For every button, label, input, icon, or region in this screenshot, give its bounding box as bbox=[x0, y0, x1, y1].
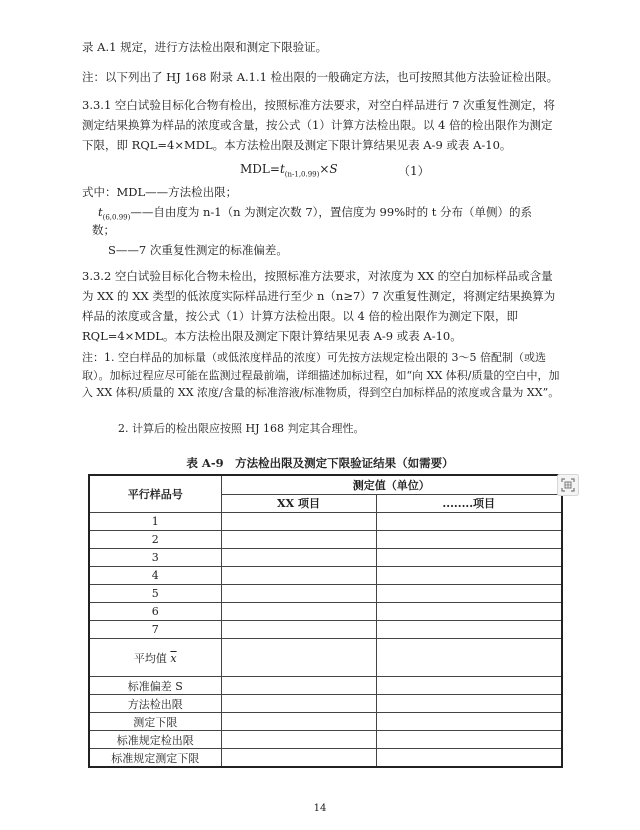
formula-mdl bbox=[240, 162, 338, 178]
table-cell bbox=[221, 677, 376, 695]
formula-lhs: MDL= bbox=[240, 162, 280, 176]
table-cell bbox=[376, 713, 562, 731]
sub-header-other: ........项目 bbox=[376, 494, 562, 513]
stat-label: 方法检出限 bbox=[89, 695, 221, 713]
row-label: 2 bbox=[89, 531, 221, 549]
stat-label: 标准规定测定下限 bbox=[89, 749, 221, 768]
table-cell bbox=[221, 639, 376, 677]
table-row bbox=[89, 531, 562, 549]
table-cell bbox=[376, 621, 562, 639]
table-cell bbox=[376, 567, 562, 585]
table-row bbox=[89, 603, 562, 621]
mean-label-cell bbox=[89, 639, 221, 677]
table-row bbox=[89, 677, 562, 695]
formula-number: （1） bbox=[398, 164, 430, 178]
table-cell bbox=[221, 749, 376, 768]
row-label: 3 bbox=[89, 549, 221, 567]
paragraph-3-3-2: 3.3.2 空白试验目标化合物未检出，按照标准方法要求，对浓度为 XX 的空白加标样品或含量为 XX 的 XX 类型的低浓度实际样品进行至少 n（n≥7）7 次重复性测定，将测定结果换算为样品的浓度或含量，按公式（1）计算方法检出限。以 4 倍的检出限作为测定下限，即 RQL=4×MDL。本方法检出限及测定下限计算结果见表 A-9 或表 A-10。 bbox=[82, 269, 556, 343]
stat-label: 标准偏差 S bbox=[89, 677, 221, 695]
table-row bbox=[89, 621, 562, 639]
table-cell bbox=[376, 695, 562, 713]
group-header: 测定值（单位） bbox=[221, 475, 562, 494]
table-cell bbox=[221, 603, 376, 621]
formula-sub: (n-1,0.99) bbox=[284, 170, 320, 179]
row-label: 5 bbox=[89, 585, 221, 603]
table-cell bbox=[376, 549, 562, 567]
table-cell bbox=[376, 749, 562, 768]
table-row bbox=[89, 695, 562, 713]
where-t-line bbox=[98, 203, 532, 226]
t-desc: ——自由度为 n-1（n 为测定次数 7），置信度为 99%时的 t 分布（单侧）的系 bbox=[130, 205, 533, 219]
formula-rhs: ×S bbox=[319, 162, 338, 176]
where-s-line: S——7 次重复性测定的标准偏差。 bbox=[108, 243, 288, 257]
table-cell bbox=[221, 621, 376, 639]
table-row bbox=[89, 513, 562, 531]
where-label: 式中：MDL——方法检出限； bbox=[82, 185, 238, 199]
row-label: 6 bbox=[89, 603, 221, 621]
table-cell bbox=[221, 531, 376, 549]
t-symbol: t bbox=[98, 205, 103, 219]
scan-table-icon[interactable] bbox=[557, 474, 579, 496]
table-cell bbox=[221, 713, 376, 731]
table-cell bbox=[221, 695, 376, 713]
paragraph-3-3-1: 3.3.1 空白试验目标化合物有检出，按照标准方法要求，对空白样品进行 7 次重复性测定，将测定结果换算为样品的浓度或含量，按公式（1）计算方法检出限。以 4 倍的检出限作为测定下限，即 RQL=4×MDL。本方法检出限及测定下限计算结果见表 A-9 或表 A-10。 bbox=[82, 98, 556, 152]
page-number: 14 bbox=[313, 803, 327, 814]
sub-header-xx: XX 项目 bbox=[221, 494, 376, 513]
note-top: 注：以下列出了 HJ 168 附录 A.1.1 检出限的一般确定方法，也可按照其他方法验证检出限。 bbox=[82, 70, 559, 84]
table-row bbox=[89, 713, 562, 731]
row-label: 7 bbox=[89, 621, 221, 639]
table-cell bbox=[221, 567, 376, 585]
table-row bbox=[89, 749, 562, 768]
t-sub: (6,0.99) bbox=[102, 213, 131, 222]
table-cell bbox=[376, 531, 562, 549]
table-row bbox=[89, 549, 562, 567]
row-label: 4 bbox=[89, 567, 221, 585]
header-line: 录 A.1 规定，进行方法检出限和测定下限验证。 bbox=[82, 40, 328, 54]
result-table bbox=[88, 474, 563, 768]
stat-label: 标准规定检出限 bbox=[89, 731, 221, 749]
table-row-mean bbox=[89, 639, 562, 677]
table-cell bbox=[221, 513, 376, 531]
col-header-sample: 平行样品号 bbox=[89, 475, 221, 513]
where-t-line-2: 数； bbox=[92, 223, 115, 237]
table-cell bbox=[376, 603, 562, 621]
stat-label: 测定下限 bbox=[89, 713, 221, 731]
formula-t: t bbox=[279, 162, 285, 176]
table-row bbox=[89, 567, 562, 585]
table-row bbox=[89, 585, 562, 603]
note-2: 2. 计算后的检出限应按照 HJ 168 判定其合理性。 bbox=[118, 422, 365, 435]
table-cell bbox=[221, 585, 376, 603]
table-cell bbox=[376, 585, 562, 603]
table-cell bbox=[376, 731, 562, 749]
note-1: 注：1. 空白样品的加标量（或低浓度样品的浓度）可先按方法规定检出限的 3～5 倍配制（或选取）。加标过程应尽可能在监测过程最前端，详细描述加标过程，如“向 XX 体积/质量的空白中，加入 XX 体积/质量的 XX 浓度/含量的标准溶液/标准物质，得到空白加标样品的浓度或含量为 XX”。 bbox=[82, 351, 560, 399]
table-row bbox=[89, 731, 562, 749]
table-cell bbox=[376, 639, 562, 677]
row-label: 1 bbox=[89, 513, 221, 531]
table-caption: 表 A-9 方法检出限及测定下限验证结果（如需要） bbox=[186, 456, 454, 470]
table-cell bbox=[221, 731, 376, 749]
table-cell bbox=[376, 677, 562, 695]
mean-symbol: $\overline{x}$ bbox=[170, 651, 177, 665]
table-cell bbox=[221, 549, 376, 567]
table-cell bbox=[376, 513, 562, 531]
mean-label: 平均值 bbox=[133, 651, 167, 665]
